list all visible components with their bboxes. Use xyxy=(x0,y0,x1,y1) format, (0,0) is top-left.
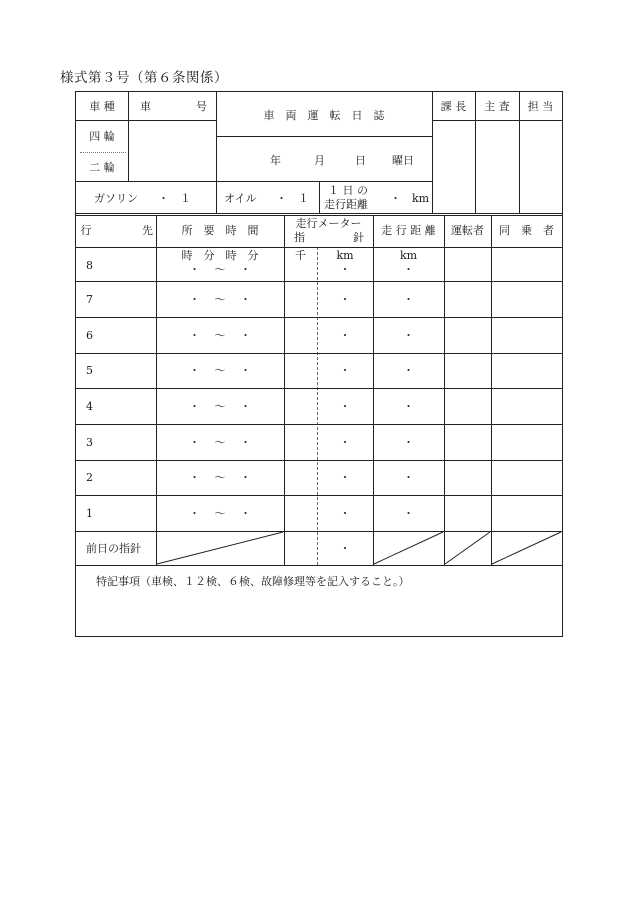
daily-distance-line1: １ 日 の xyxy=(328,184,368,197)
slash-duration xyxy=(157,532,283,564)
time-marks: ・ ～ ・ xyxy=(189,436,251,449)
row-label: 8 xyxy=(86,259,93,272)
distance-dot: ・ xyxy=(403,329,414,342)
chief-label: 主 査 xyxy=(484,100,510,113)
two-wheel-label: 二 輪 xyxy=(89,161,115,174)
time-marks: ・ ～ ・ xyxy=(189,400,251,413)
time-marks: ・ ～ ・ xyxy=(189,293,251,306)
distance-dot: ・ xyxy=(403,436,414,449)
col-meter-line2a: 指 xyxy=(294,231,305,244)
meter-dot: ・ xyxy=(339,436,351,449)
meter-dot: ・ xyxy=(339,400,351,413)
previous-reading-label: 前日の指針 xyxy=(86,542,141,555)
row-label: 7 xyxy=(86,293,93,306)
row-label: 6 xyxy=(86,329,93,342)
distance-dot: ・ xyxy=(403,364,414,377)
weekday-label: 曜日 xyxy=(392,154,414,167)
number-label: 号 xyxy=(196,100,207,113)
distance-dot: ・ xyxy=(403,471,414,484)
four-wheel-label: 四 輪 xyxy=(89,130,115,143)
previous-meter-dot: ・ xyxy=(339,542,351,555)
col-destination-a: 行 xyxy=(80,224,92,237)
row-label: 4 xyxy=(86,400,93,413)
unit-km-distance: km xyxy=(399,249,418,262)
col-destination-b: 先 xyxy=(142,224,153,237)
distance-dot: ・ xyxy=(403,400,414,413)
slash-passenger xyxy=(492,532,561,564)
oil-unit: ・ １ xyxy=(276,192,309,205)
row-label: 3 xyxy=(86,436,93,449)
form-caption: 様式第３号（第６条関係） xyxy=(60,70,228,86)
section-chief-label: 課 長 xyxy=(440,100,467,113)
oil-label: オイル xyxy=(224,192,257,205)
row-label: 2 xyxy=(86,471,93,484)
col-driver: 運転者 xyxy=(451,224,484,237)
daily-distance-unit: ・ km xyxy=(390,192,430,205)
meter-dot: ・ xyxy=(339,293,351,306)
gasoline-label: ガソリン xyxy=(94,192,138,205)
col-meter-line1: 走行メーター xyxy=(295,217,362,230)
in-charge-label: 担 当 xyxy=(527,100,554,113)
day-label: 日 xyxy=(355,154,366,167)
month-label: 月 xyxy=(314,154,325,167)
time-marks: ・ ～ ・ xyxy=(189,329,251,342)
meter-dot: ・ xyxy=(339,471,351,484)
distance-dot: ・ xyxy=(403,507,414,520)
remarks-label: 特記事項（車検、１２検、６検、故障修理等を記入すること。） xyxy=(96,575,410,588)
col-distance: 走 行 距 離 xyxy=(381,224,436,237)
car-label: 車 xyxy=(140,100,151,113)
row-label: 5 xyxy=(86,364,93,377)
unit-thousand: 千 xyxy=(295,249,306,262)
row-label: 1 xyxy=(86,507,93,520)
meter-dot: ・ xyxy=(339,364,351,377)
slash-marks xyxy=(76,92,562,638)
slash-driver-cell xyxy=(445,532,490,564)
year-label: 年 xyxy=(270,154,281,167)
gasoline-unit: ・ １ xyxy=(158,192,191,205)
time-marks: ・ ～ ・ xyxy=(189,364,251,377)
daily-distance-line2: 走行距離 xyxy=(324,198,368,211)
col-duration: 所 要 時 間 xyxy=(181,224,259,237)
meter-dot: ・ xyxy=(339,329,351,342)
vehicle-log-form xyxy=(75,91,563,637)
time-marks: ・ ～ ・ xyxy=(189,263,251,276)
distance-dot: ・ xyxy=(403,293,414,306)
meter-dot: ・ xyxy=(339,507,351,520)
col-passenger: 同 乗 者 xyxy=(499,224,554,237)
slash-distance xyxy=(374,532,443,564)
unit-km-meter: km xyxy=(336,249,354,262)
form-title: 車 両 運 転 日 誌 xyxy=(263,109,385,122)
unit-hour-minute: 時 分 時 分 xyxy=(181,249,259,262)
time-marks: ・ ～ ・ xyxy=(189,507,251,520)
vehicle-type-label: 車 種 xyxy=(89,100,115,113)
col-meter-line2b: 針 xyxy=(353,231,364,244)
meter-dot: ・ xyxy=(339,263,351,276)
distance-dot: ・ xyxy=(403,263,414,276)
time-marks: ・ ～ ・ xyxy=(189,471,251,484)
